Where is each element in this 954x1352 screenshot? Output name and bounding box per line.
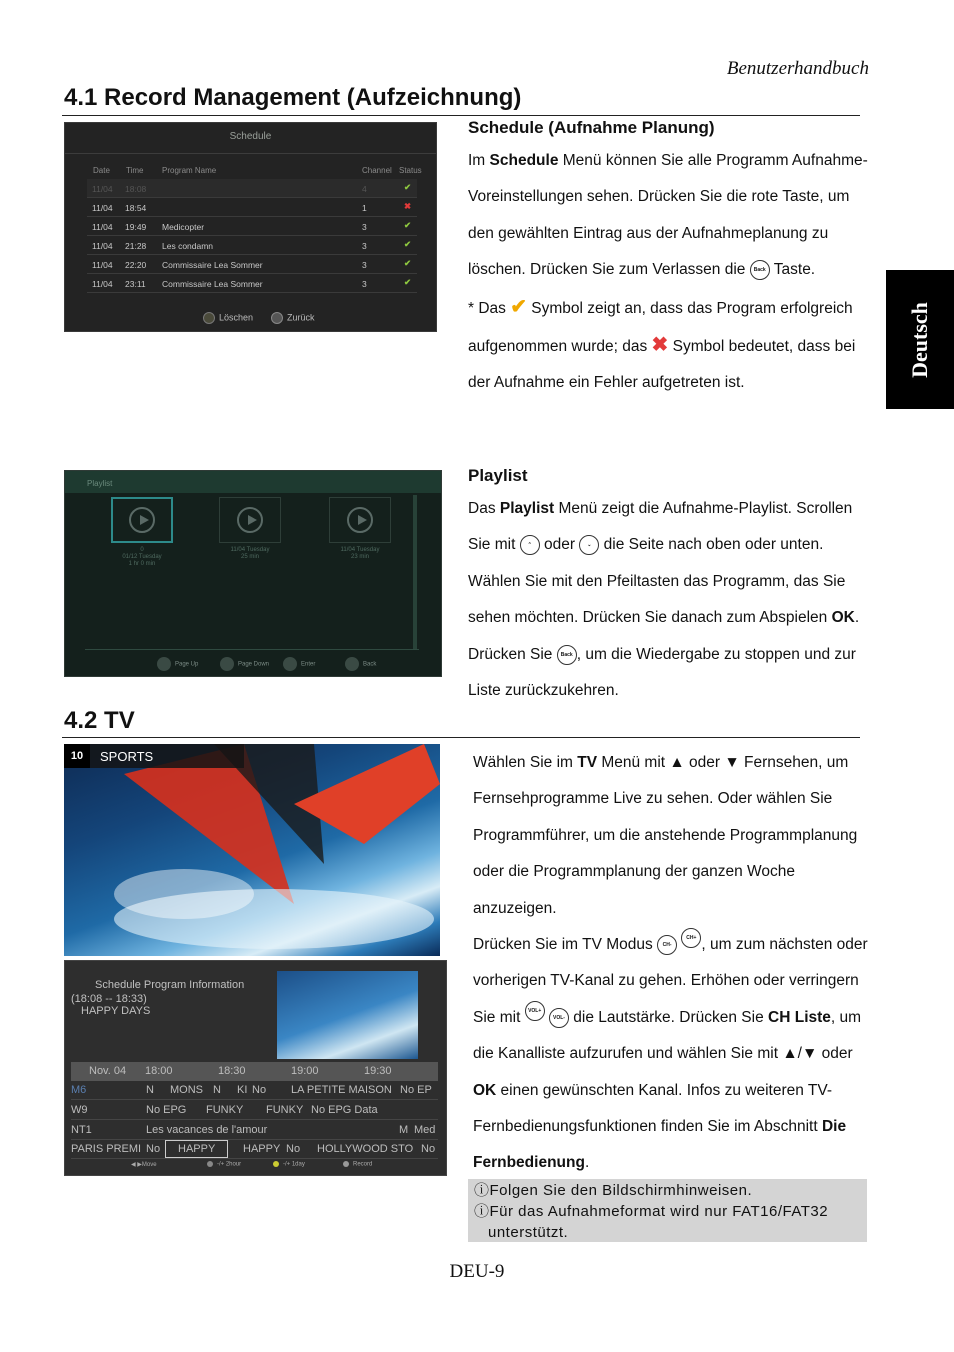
epg-program: HAPPY DAYS <box>81 1005 151 1017</box>
record-key-icon <box>343 1161 349 1167</box>
col-channel: Channel <box>362 166 392 175</box>
ch-up-icon: CH+ <box>681 928 701 948</box>
back-label: Zurück <box>287 312 315 323</box>
schedule-cell-time: 19:49 <box>125 222 147 232</box>
check-icon: ✔ <box>404 258 412 268</box>
cross-icon: ✖ <box>651 334 669 357</box>
schedule-row <box>87 217 417 236</box>
check-icon: ✔ <box>404 220 412 230</box>
epg-preview <box>277 971 418 1059</box>
back-key-icon <box>271 312 283 324</box>
schedule-paragraph: Im Schedule Menü können Sie alle Programm Aufnahme-Voreinstellungen sehen. Drücken Sie die rote Taste, um den gewählten Eintrag aus der Aufnahmeplanung zu löschen. Drücken Sie zum Verlassen die Back Taste. * Das ✔ Symbol zeigt an, dass das Program erfolgreich aufgenommen wurde; das ✖ Symbol bedeutet, dass bei der Aufnahme ein Fehler aufgetreten ist. <box>468 152 868 392</box>
tv-paragraph: Wählen Sie im TV Menü mit ▲ oder ▼ Fernsehen, um Fernsehprogramme Live zu sehen. Oder wählen Sie Programmführer, um die anstehende Programmplanung oder die Programmplanung der ganzen Woche anzuzeigen. Drücken Sie im TV Modus CH- CH+ , um zum nächsten oder vorherigen TV-Kanal zu gehen. Erhöhen oder verringern Sie mit VOL+ VOL- die Lautstärke. Drücken Sie CH Liste, um die Kanalliste aufzurufen und wählen Sie mit ▲/▼ oder OK einen gewünschten Kanal. Infos zu weiteren TV-Fernbedienungsfunktionen finden Sie im Abschnitt Die Fernbedienung. <box>473 754 868 1172</box>
epg-screenshot <box>64 960 447 1176</box>
schedule-row <box>87 198 417 217</box>
schedule-cell-date: 11/04 <box>92 260 113 270</box>
back-hint: Back <box>345 657 376 671</box>
epg-row: NT1 Les vacances de l'amour M Med <box>71 1121 438 1140</box>
schedule-cell-date: 11/04 <box>92 184 113 194</box>
windsurf-photo <box>64 744 440 956</box>
back-button <box>271 312 315 324</box>
schedule-cell-channel: 3 <box>362 279 367 289</box>
playlist-screenshot <box>64 470 442 677</box>
playlist-heading: Playlist <box>468 466 528 485</box>
playlist-scrollbar <box>413 495 417 650</box>
back-icon: Back <box>557 645 577 665</box>
epg-row: M6 N MONS N KI No LA PETITE MAISON No EP <box>71 1081 438 1100</box>
col-date: Date <box>93 166 110 175</box>
epg-time-range: (18:08 -- 18:33) <box>71 993 147 1005</box>
page-number: DEU-9 <box>449 1261 505 1282</box>
epg-hint-2hour: -/+ 2hour <box>207 1161 241 1168</box>
schedule-cell-time: 22:20 <box>125 260 147 270</box>
section-title-4-2: 4.2 TV <box>64 707 135 734</box>
schedule-screen-title: Schedule <box>229 131 272 142</box>
schedule-row <box>87 236 417 255</box>
playlist-caption-2: 11/04 Tuesday 25 min <box>230 547 270 560</box>
enter-icon <box>283 657 297 671</box>
back-icon <box>345 657 359 671</box>
back-icon: Back <box>750 260 770 280</box>
schedule-cell-channel: 1 <box>362 203 367 213</box>
channel-banner <box>64 744 244 768</box>
vol-up-icon: VOL+ <box>525 1001 545 1021</box>
ch-down-icon: CH- <box>657 935 677 955</box>
schedule-cell-name: Commissaire Lea Sommer <box>162 279 263 289</box>
note-2: ⓘFür das Aufnahmeformat wird nur FAT16/FAT32 unterstützt. <box>474 1203 829 1241</box>
col-time: Time <box>126 166 144 175</box>
page-up-icon: ⌃ <box>520 535 540 555</box>
epg-header-row: Nov. 04 18:00 18:30 19:00 19:30 <box>71 1062 438 1081</box>
section-divider <box>62 115 860 116</box>
schedule-row <box>87 255 417 274</box>
note-1: ⓘFolgen Sie den Bildschirmhinweisen. <box>474 1182 753 1199</box>
schedule-cell-date: 11/04 <box>92 279 113 289</box>
epg-hint-move: ◀ ▶Move <box>131 1162 157 1168</box>
schedule-cell-time: 21:28 <box>125 241 147 251</box>
playlist-caption-3: 11/04 Tuesday 23 min <box>340 547 380 560</box>
epg-selected-cell: HAPPY <box>165 1140 228 1158</box>
check-icon: ✔ <box>404 182 412 192</box>
col-program: Program Name <box>162 166 217 175</box>
epg-row: W9 No EPG FUNKY FUNKY No EPG Data <box>71 1101 438 1120</box>
page-down-icon <box>220 657 234 671</box>
delete-button <box>203 312 253 324</box>
page-down-hint: Page Down <box>220 657 269 671</box>
enter-hint: Enter <box>283 657 315 671</box>
playlist-thumb-2 <box>219 497 281 543</box>
tv-live-screenshot <box>64 744 440 956</box>
play-icon <box>347 507 373 533</box>
language-tab-label: Deutsch <box>907 301 932 378</box>
col-status: Status <box>399 166 422 175</box>
schedule-cell-channel: 4 <box>362 184 367 194</box>
playlist-caption-1: 0 01/12 Tuesday 1 hr 0 min <box>122 547 162 567</box>
schedule-cell-date: 11/04 <box>92 203 113 213</box>
schedule-cell-name: Commissaire Lea Sommer <box>162 260 263 270</box>
vol-down-icon: VOL- <box>549 1008 569 1028</box>
schedule-screenshot <box>64 122 437 332</box>
schedule-cell-channel: 3 <box>362 241 367 251</box>
schedule-cell-time: 23:11 <box>125 279 146 289</box>
delete-label: Löschen <box>219 312 254 323</box>
schedule-cell-date: 11/04 <box>92 241 113 251</box>
schedule-row <box>87 274 417 293</box>
playlist-thumb-1 <box>111 497 173 543</box>
schedule-cell-channel: 3 <box>362 222 367 232</box>
schedule-cell-time: 18:54 <box>125 203 147 213</box>
manual-title: Benutzerhandbuch <box>726 58 869 79</box>
schedule-row <box>87 179 417 198</box>
play-icon <box>237 507 263 533</box>
schedule-cell-time: 18:08 <box>125 184 147 194</box>
yellow-key-icon <box>273 1161 279 1167</box>
play-icon <box>129 507 155 533</box>
schedule-cell-name: Medicopter <box>162 222 205 232</box>
playlist-footer-line <box>85 649 419 650</box>
page-up-icon <box>157 657 171 671</box>
grey-key-icon <box>207 1161 213 1167</box>
check-icon: ✔ <box>404 277 412 287</box>
check-icon: ✔ <box>404 239 412 249</box>
schedule-cell-name: Les condamn <box>162 241 214 251</box>
page-down-icon: ⌄ <box>579 535 599 555</box>
section-divider <box>62 737 860 738</box>
info-notes <box>468 1179 867 1242</box>
epg-hint-record: Record <box>343 1161 372 1168</box>
schedule-cell-channel: 3 <box>362 260 367 270</box>
schedule-heading: Schedule (Aufnahme Planung) <box>468 118 715 137</box>
playlist-thumb-3 <box>329 497 391 543</box>
playlist-screen-title: Playlist <box>65 471 441 493</box>
channel-name: SPORTS <box>100 749 154 764</box>
language-tab <box>886 270 954 409</box>
playlist-paragraph: Das Playlist Menü zeigt die Aufnahme-Playlist. Scrollen Sie mit ⌃ oder ⌄ die Seite nach oben oder unten. Wählen Sie mit den Pfeiltasten das Programm, das Sie sehen möchten. Drücken Sie danach zum Abspielen OK. Drücken Sie Back , um die Wiedergabe zu stoppen und zur Liste zurückzukehren. <box>468 500 860 700</box>
red-key-icon <box>203 312 215 324</box>
check-icon: ✔ <box>510 295 527 318</box>
cross-icon: ✖ <box>404 201 412 211</box>
schedule-cell-date: 11/04 <box>92 222 113 232</box>
section-title-4-1: 4.1 Record Management (Aufzeichnung) <box>64 84 522 111</box>
channel-number: 10 <box>64 744 90 768</box>
epg-row: PARIS PREMI No HAPPY HAPPY No HOLLYWOOD STO No <box>71 1140 438 1159</box>
page-up-hint: Page Up <box>157 657 198 671</box>
schedule-separator <box>65 153 436 154</box>
epg-title: Schedule Program Information <box>95 979 245 991</box>
epg-hint-1day: -/+ 1day <box>273 1161 305 1168</box>
